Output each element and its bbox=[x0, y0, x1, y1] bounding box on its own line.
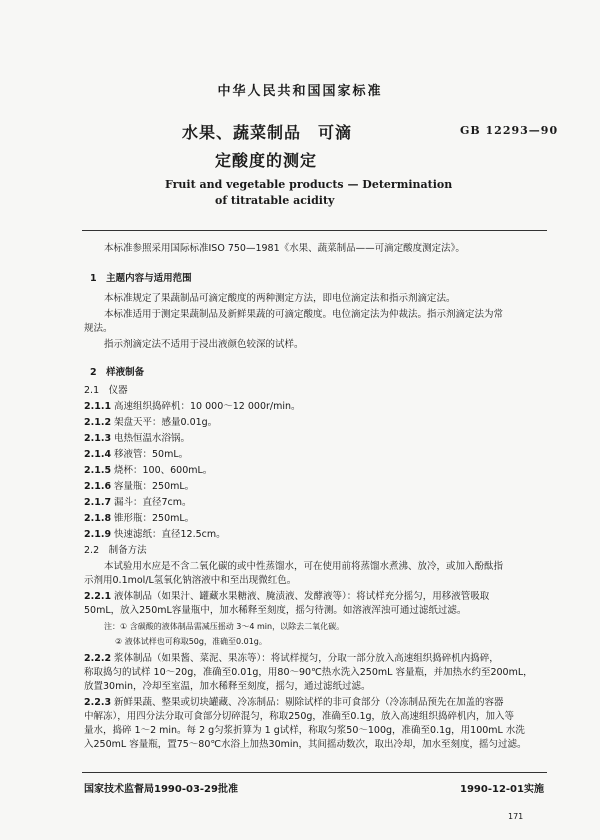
intro-text: 本标准参照采用国际标准ISO 750—1981《水果、蔬菜制品——可滴定酸度测定法》。 bbox=[104, 243, 465, 254]
instrument-item bbox=[84, 416, 217, 430]
section2-heading: 2 样液制备 bbox=[90, 367, 145, 378]
subsection-2-2-1-line2: 50mL，放入250mL容量瓶中，加水稀释至刻度，摇匀待测。如溶液浑浊可通过滤纸过滤。 bbox=[84, 605, 467, 616]
section2-1-heading: 2.1 仪器 bbox=[84, 385, 128, 396]
instrument-item bbox=[84, 512, 194, 526]
section1-heading: 1 主题内容与适用范围 bbox=[90, 273, 192, 284]
section1-para3: 指示剂滴定法不适用于浸出液颜色较深的试样。 bbox=[104, 339, 304, 350]
item-number: 2.1.2 bbox=[84, 417, 112, 428]
instrument-item bbox=[84, 528, 226, 542]
note-2: ② 液体试样也可称取50g，准确至0.01g。 bbox=[115, 637, 267, 646]
section1-para2a: 本标准适用于测定果蔬制品及新鲜果蔬的可滴定酸度。电位滴定法为仲裁法。指示剂滴定法为常 bbox=[104, 309, 504, 320]
item-number: 2.1.7 bbox=[84, 497, 112, 508]
subsection-2-2-3-line2: 中解冻），用四分法分取可食部分切碎混匀，称取250g，准确至0.1g，放入高速组织捣碎机内，加入等 bbox=[84, 711, 515, 722]
instrument-item bbox=[84, 448, 188, 462]
page-number: 171 bbox=[508, 812, 524, 821]
chinese-title-line1: 水果、蔬菜制品 可滴 bbox=[182, 123, 353, 142]
instrument-item bbox=[84, 496, 192, 510]
item-text: 烧杯：100、600mL。 bbox=[114, 465, 213, 476]
english-title-line2: of titratable acidity bbox=[215, 194, 335, 207]
subsection-2-2-3 bbox=[84, 696, 504, 710]
section1-para2b: 规法。 bbox=[84, 323, 113, 334]
subsection-2-2-1 bbox=[84, 590, 489, 604]
prep-para-line2: 示剂用0.1mol/L氢氧化钠溶液中和至出现微红色。 bbox=[84, 575, 297, 586]
item-number: 2.1.4 bbox=[84, 449, 112, 460]
top-divider bbox=[82, 230, 547, 231]
item-text: 高速组织捣碎机：10 000～12 000r/min。 bbox=[114, 401, 301, 412]
instrument-item bbox=[84, 480, 194, 494]
standard-header: 中华人民共和国国家标准 bbox=[217, 84, 383, 99]
subsection-2-2-3-line4: 入250mL 容量瓶，置75～80℃水浴上加热30min，其间摇动数次，取出冷却，加水至刻度，摇匀过滤。 bbox=[84, 739, 527, 750]
subsection-2-2-2-line2: 称取捣匀的试样 10～20g，准确至0.01g，用80～90℃热水洗入250mL 容量瓶，并加热水约至200mL， bbox=[84, 667, 533, 678]
subsection-2-2-2-line3: 放置30min，冷却至室温，加水稀释至刻度，摇匀，通过滤纸过滤。 bbox=[84, 681, 371, 692]
chinese-title-line2: 定酸度的测定 bbox=[215, 151, 318, 170]
subsection-2-2-2 bbox=[84, 652, 499, 666]
item-number: 2.1.6 bbox=[84, 481, 112, 492]
item-number: 2.1.3 bbox=[84, 433, 112, 444]
instrument-item bbox=[84, 400, 301, 414]
section1-para1: 本标准规定了果蔬制品可滴定酸度的两种测定方法，即电位滴定法和指示剂滴定法。 bbox=[104, 293, 456, 304]
item-number: 2.1.9 bbox=[84, 529, 112, 540]
standard-number: GB 12293—90 bbox=[460, 124, 559, 137]
effective-date: 1990-12-01实施 bbox=[460, 784, 544, 795]
item-text: 移液管：50mL。 bbox=[114, 449, 189, 460]
item-text: 快速滤纸：直径12.5cm。 bbox=[114, 529, 226, 540]
instrument-item bbox=[84, 464, 212, 478]
prep-para-line1: 本试验用水应是不含二氧化碳的或中性蒸馏水，可在使用前将蒸馏水煮沸、放冷，或加入酚酞指 bbox=[104, 561, 504, 572]
item-text: 架盘天平：感量0.01g。 bbox=[114, 417, 218, 428]
item-number: 2.1.8 bbox=[84, 513, 112, 524]
item-number: 2.2.2 bbox=[84, 653, 112, 664]
english-title-line1: Fruit and vegetable products — Determination bbox=[165, 178, 453, 191]
item-text: 液体制品（如果汁、罐藏水果糖液、腌渍液、发酵液等）：将试样充分摇匀，用移液管吸取 bbox=[114, 591, 490, 602]
bottom-divider bbox=[82, 772, 547, 773]
item-text: 漏斗：直径7cm。 bbox=[114, 497, 192, 508]
item-number: 2.2.3 bbox=[84, 697, 112, 708]
item-text: 浆体制品（如果酱、菜泥、果冻等）：将试样搅匀，分取一部分放入高速组织捣碎机内捣碎， bbox=[114, 653, 499, 664]
item-text: 容量瓶：250mL。 bbox=[114, 481, 195, 492]
item-text: 电热恒温水浴锅。 bbox=[114, 433, 191, 444]
section2-2-heading: 2.2 制备方法 bbox=[84, 545, 147, 556]
item-text: 新鲜果蔬、整果或切块罐藏、冷冻制品：剔除试样的非可食部分（冷冻制品预先在加盖的容器 bbox=[114, 697, 504, 708]
note-1: 注：① 含碳酸的液体制品需减压摇动 3～4 min，以除去二氧化碳。 bbox=[104, 622, 345, 631]
item-number: 2.1.5 bbox=[84, 465, 112, 476]
item-text: 锥形瓶：250mL。 bbox=[114, 513, 195, 524]
approval-date: 国家技术监督局1990-03-29批准 bbox=[84, 784, 238, 795]
item-number: 2.2.1 bbox=[84, 591, 112, 602]
instrument-item bbox=[84, 432, 190, 446]
subsection-2-2-3-line3: 量水，捣碎 1～2 min。每 2 g匀浆折算为 1 g试样，称取匀浆50～100g，准确至0.1g，用100mL 水洗 bbox=[84, 725, 525, 736]
item-number: 2.1.1 bbox=[84, 401, 112, 412]
